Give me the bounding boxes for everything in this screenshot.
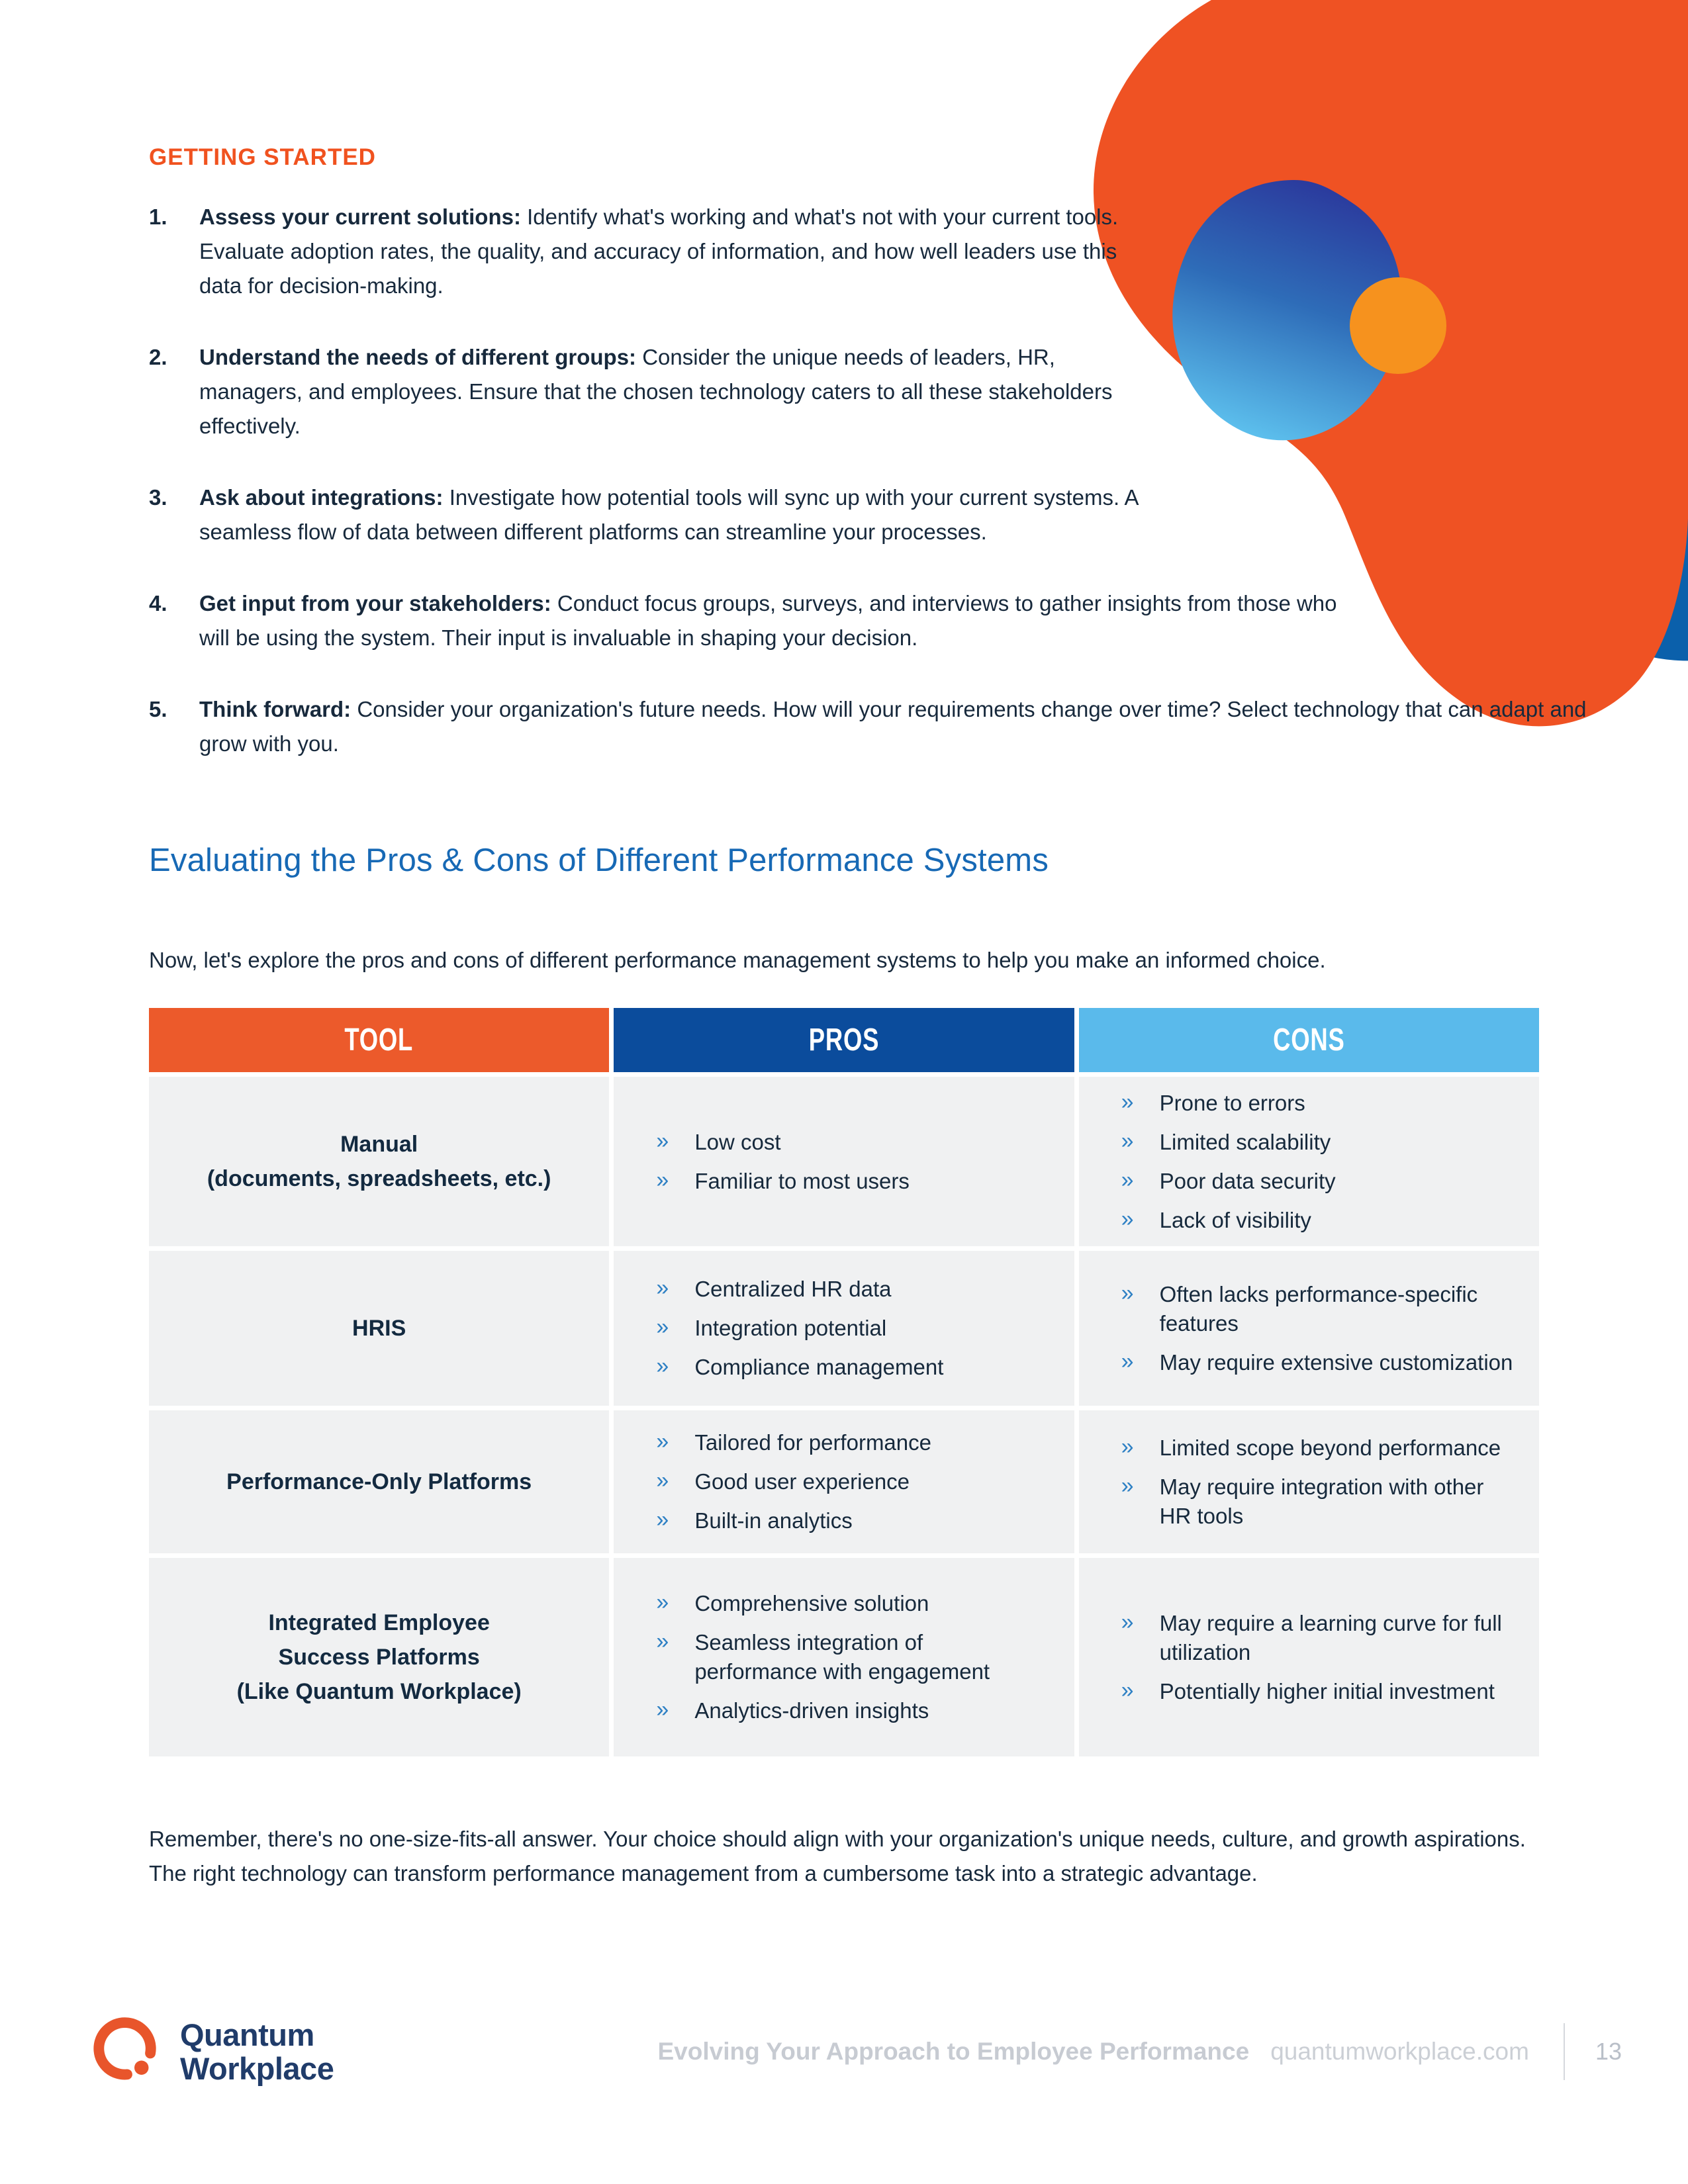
list-item: [149, 200, 1134, 303]
table-row-integrated-cons-cell: [1079, 1558, 1539, 1756]
list-item-lead: Think forward:: [199, 697, 352, 721]
table-header-pros: [614, 1008, 1074, 1072]
table-header-cons: [1079, 1008, 1539, 1072]
con-item: » Often lacks performance-specific features: [1121, 1280, 1515, 1338]
list-item-number: 5.: [149, 697, 167, 721]
pros-cons-table: [149, 1008, 1539, 1756]
list-item-text: Investigate how potential tools will sync up with your current systems. A seamless flow of data between different platforms can streamline your processes.: [199, 485, 1138, 544]
footer-page-number: 13: [1595, 2038, 1622, 2065]
con-item: » May require a learning curve for full utilization: [1121, 1609, 1515, 1667]
footer-divider: [1564, 2023, 1565, 2080]
table-row-hris-cons-cell: [1079, 1251, 1539, 1406]
table-row-performance-only-tool-cell: [149, 1410, 609, 1553]
tool-name-line: (Like Quantum Workplace): [236, 1679, 522, 1704]
pro-item: » Good user experience: [656, 1467, 1050, 1496]
list-item: [149, 480, 1231, 549]
table-row-hris-pros-cell: [614, 1251, 1074, 1406]
pro-item: » Comprehensive solution: [656, 1589, 1050, 1618]
list-item-lead: Assess your current solutions:: [199, 205, 521, 229]
tool-name-line: Performance-Only Platforms: [226, 1469, 532, 1494]
tool-name-line: Integrated Employee: [268, 1610, 490, 1635]
table-header-cons-label: CONS: [1273, 1023, 1345, 1058]
table-row-manual-cons-cell: [1079, 1077, 1539, 1246]
list-item-number: 1.: [149, 205, 167, 229]
list-item-lead: Ask about integrations:: [199, 485, 444, 510]
page-footer: [93, 2005, 1622, 2098]
list-item-lead: Get input from your stakeholders:: [199, 591, 551, 615]
list-item-text: Consider your organization's future needs. How will your requirements change over time? Select technology that can adapt and grow with you.: [199, 697, 1587, 756]
pro-item: » Built-in analytics: [656, 1506, 1050, 1535]
list-item-lead: Understand the needs of different groups:: [199, 345, 637, 369]
pro-item: » Tailored for performance: [656, 1428, 1050, 1457]
table-row-integrated-tool-cell: [149, 1558, 609, 1756]
list-item-text: Conduct focus groups, surveys, and interviews to gather insights from those who will be using the system. Their input is invaluable in shaping your decision.: [199, 591, 1337, 650]
getting-started-list: [149, 200, 1597, 798]
con-item: » Lack of visibility: [1121, 1206, 1515, 1235]
con-item: » May require extensive customization: [1121, 1348, 1515, 1377]
quantum-workplace-logo: [93, 2015, 334, 2089]
pro-item: » Seamless integration of performance with engagement: [656, 1628, 1050, 1686]
list-item-number: 2.: [149, 345, 167, 369]
logo-dot: [134, 2061, 148, 2075]
table-row-performance-only-cons-cell: [1079, 1410, 1539, 1553]
con-item: » May require integration with other HR tools: [1121, 1473, 1515, 1531]
page-title: Evaluating the Pros & Cons of Different Performance Systems: [149, 842, 1049, 878]
con-item: » Prone to errors: [1121, 1089, 1515, 1118]
pro-item: » Familiar to most users: [656, 1167, 1050, 1196]
con-item: » Limited scope beyond performance: [1121, 1433, 1515, 1463]
list-item-number: 4.: [149, 591, 167, 615]
con-item: » Potentially higher initial investment: [1121, 1677, 1515, 1706]
logo-wordmark: [180, 2018, 334, 2085]
intro-paragraph: Now, let's explore the pros and cons of different performance management systems to help you make an informed choice.: [149, 948, 1326, 972]
pro-item: » Centralized HR data: [656, 1275, 1050, 1304]
tool-name-line: (documents, spreadsheets, etc.): [207, 1166, 551, 1191]
tool-name-line: Manual: [340, 1132, 418, 1157]
tool-name-line: HRIS: [352, 1316, 406, 1341]
tool-name-line: Success Platforms: [278, 1645, 480, 1670]
pro-item: » Low cost: [656, 1128, 1050, 1157]
table-header-tool-label: TOOL: [344, 1023, 414, 1058]
table-header-tool: [149, 1008, 609, 1072]
con-item: » Limited scalability: [1121, 1128, 1515, 1157]
footer-meta: [658, 2023, 1622, 2080]
list-item-text: Identify what's working and what's not with your current tools. Evaluate adoption rates, the quality, and accuracy of information, and how well leaders use this data for decision-making.: [199, 205, 1119, 298]
pro-item: » Analytics-driven insights: [656, 1696, 1050, 1725]
table-row-manual-pros-cell: [614, 1077, 1074, 1246]
table-row-integrated-pros-cell: [614, 1558, 1074, 1756]
list-item: [149, 586, 1343, 655]
table-row-manual-tool-cell: [149, 1077, 609, 1246]
list-item-text: Consider the unique needs of leaders, HR, managers, and employees. Ensure that the chosen technology caters to all these stakeholders effectively.: [199, 345, 1113, 438]
footer-site-url[interactable]: quantumworkplace.com: [1270, 2038, 1529, 2065]
logo-line-1: Quantum: [180, 2017, 314, 2052]
table-row-performance-only-pros-cell: [614, 1410, 1074, 1553]
list-item: [149, 340, 1150, 443]
pro-item: » Compliance management: [656, 1353, 1050, 1382]
quantum-workplace-logo-icon: [93, 2015, 167, 2089]
closing-paragraph: Remember, there's no one-size-fits-all answer. Your choice should align with your organization's unique needs, culture, and growth aspirations. The right technology can transform performance management from a cumbersome task into a strategic advantage.: [149, 1827, 1526, 1886]
table-header-pros-label: PROS: [808, 1023, 880, 1058]
pro-item: » Integration potential: [656, 1314, 1050, 1343]
table-row-hris-tool-cell: [149, 1251, 609, 1406]
con-item: » Poor data security: [1121, 1167, 1515, 1196]
logo-line-2: Workplace: [180, 2051, 334, 2086]
list-item: [149, 692, 1597, 761]
list-item-number: 3.: [149, 485, 167, 510]
footer-document-title: Evolving Your Approach to Employee Performance: [657, 2038, 1250, 2065]
getting-started-label: GETTING STARTED: [149, 144, 376, 170]
